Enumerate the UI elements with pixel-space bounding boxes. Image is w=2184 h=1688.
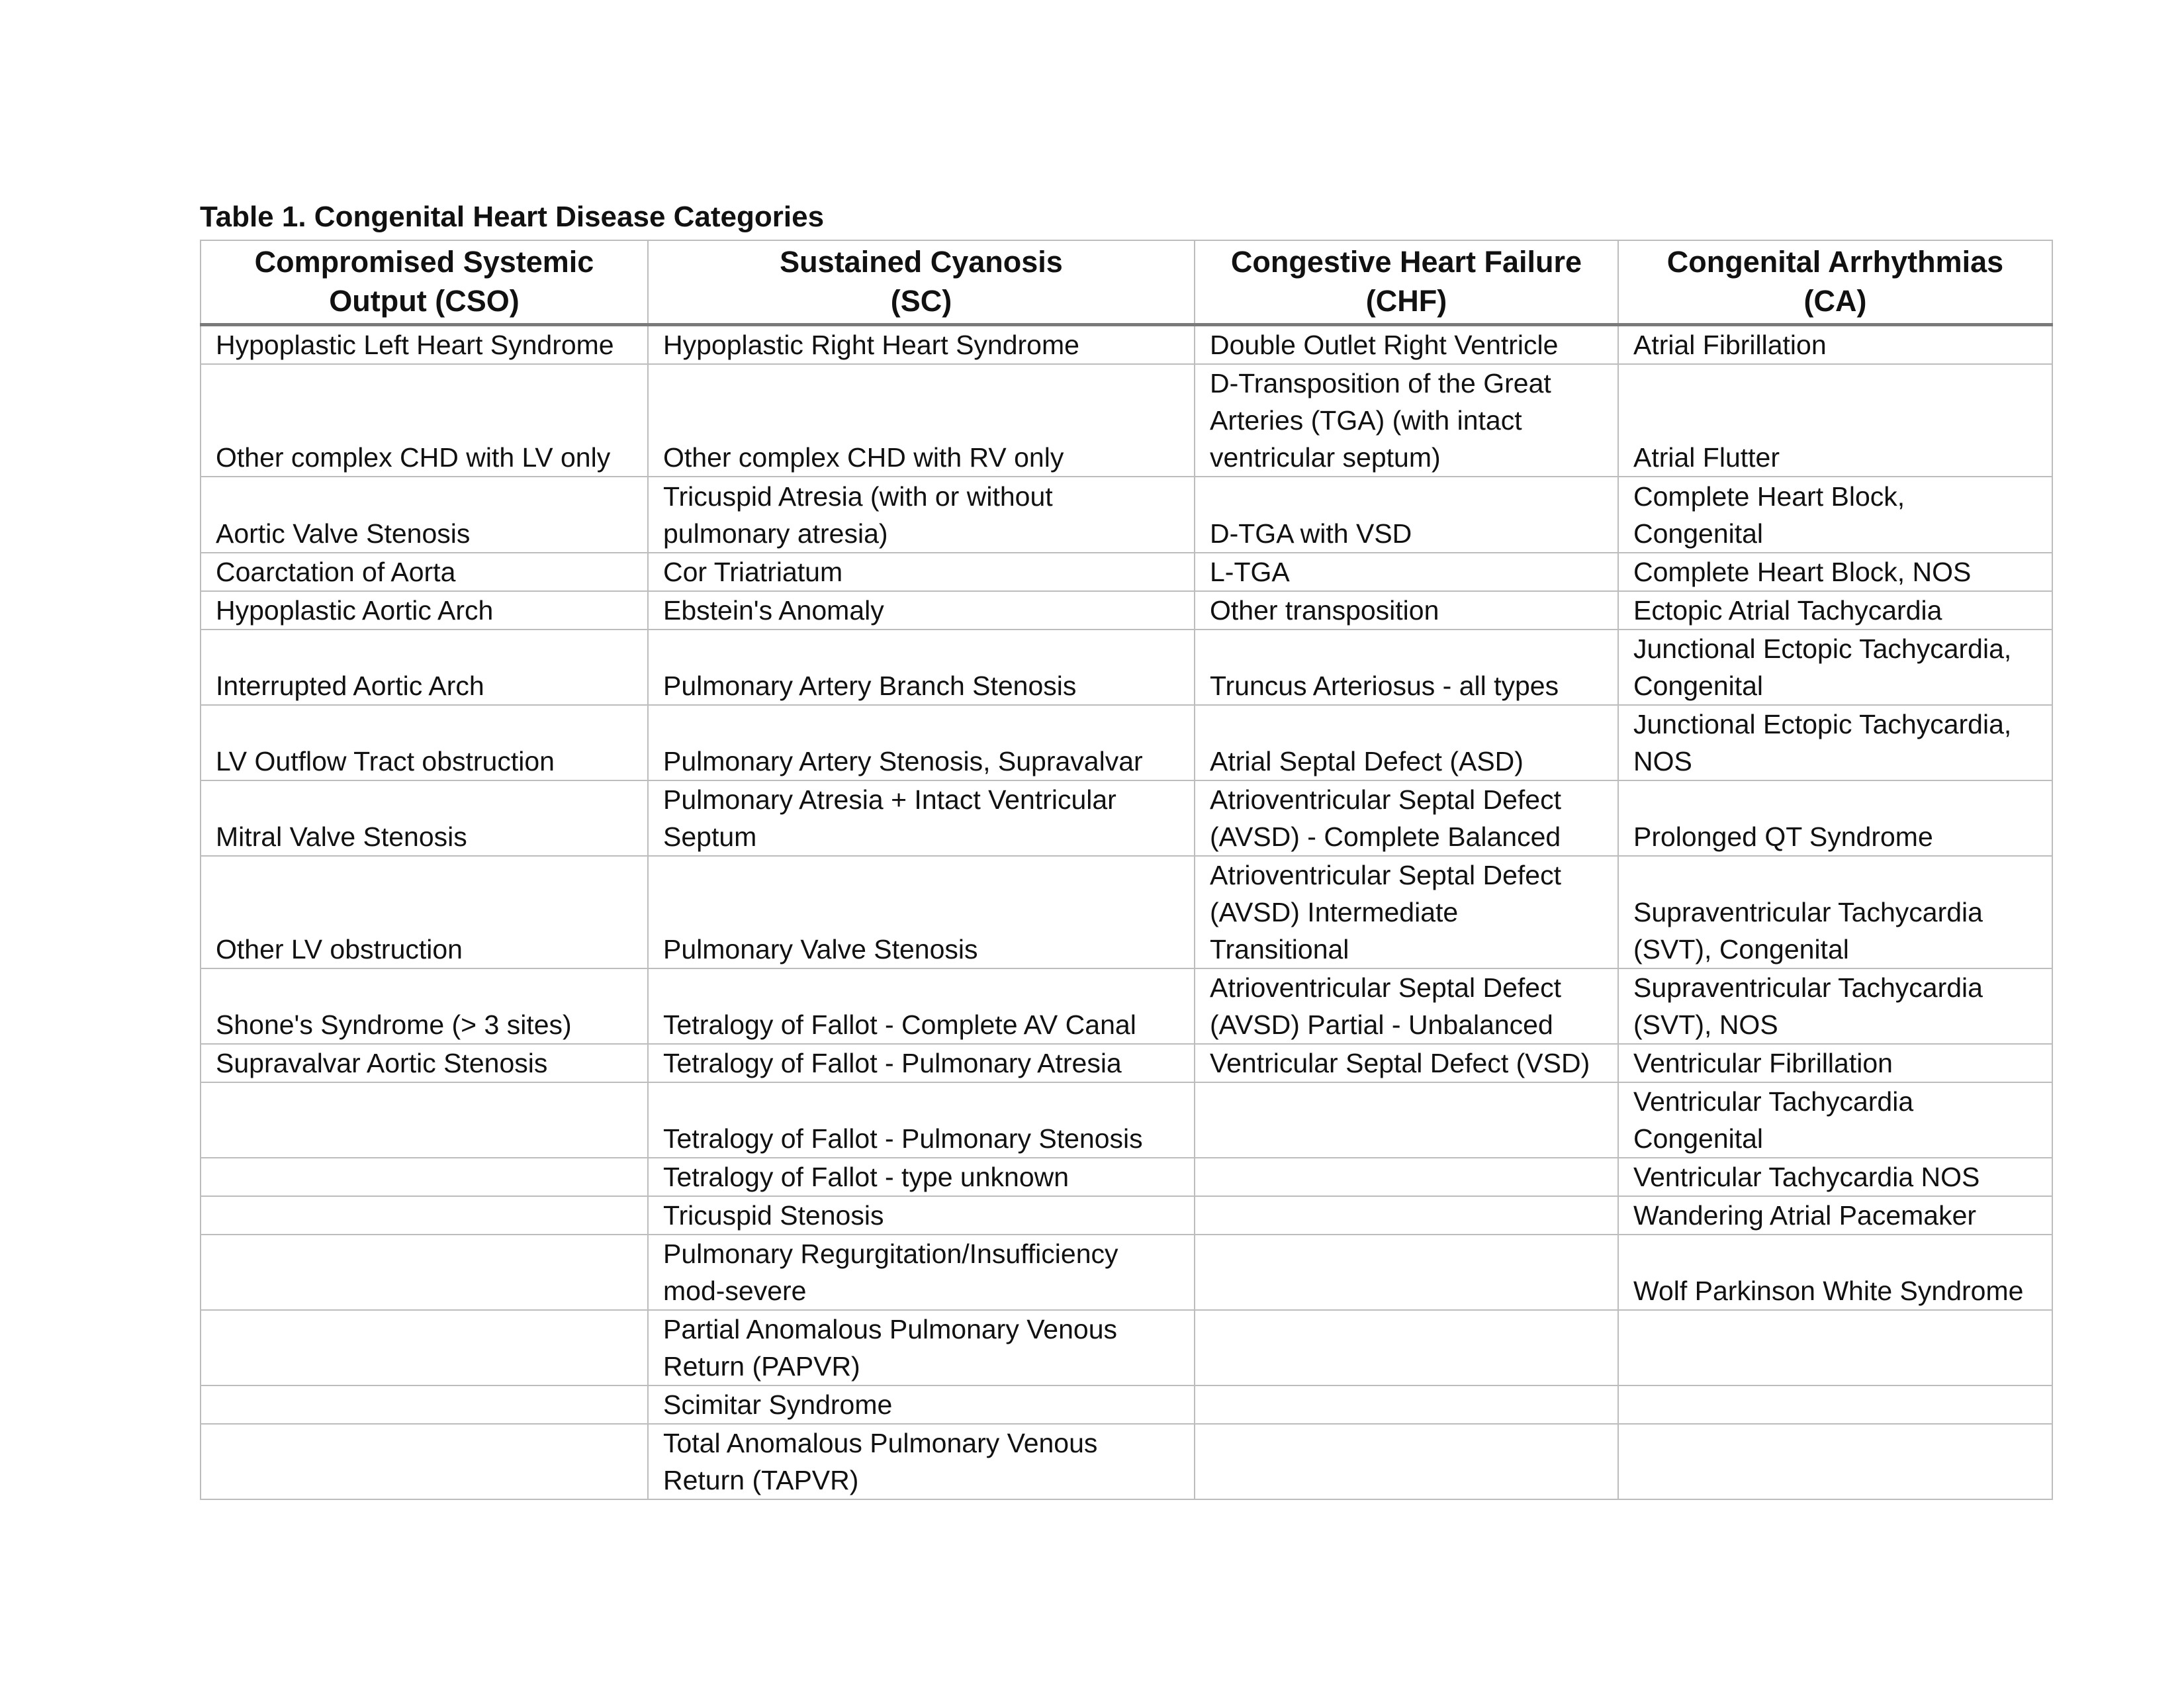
header-line: Compromised Systemic <box>254 245 594 279</box>
cell-text: mod-severe <box>663 1276 807 1306</box>
table-row <box>201 1235 2052 1310</box>
header-chf <box>1195 240 1618 325</box>
table-cell-ca <box>1618 1424 2052 1499</box>
table-row <box>201 1044 2052 1082</box>
table-row <box>201 1385 2052 1424</box>
table-caption: Table 1. Congenital Heart Disease Categories <box>200 201 825 233</box>
table-row <box>201 780 2052 856</box>
table-cell-ca <box>1618 325 2052 365</box>
cell-text: Scimitar Syndrome <box>663 1389 893 1420</box>
table-row <box>201 477 2052 553</box>
table-row <box>201 1310 2052 1385</box>
table-cell-ca <box>1618 780 2052 856</box>
table-row <box>201 1196 2052 1235</box>
table-cell-sc <box>648 1385 1195 1424</box>
cell-text: Other transposition <box>1210 595 1439 626</box>
cell-text: Congenital <box>1633 1123 1764 1154</box>
table-cell-cso <box>201 1424 648 1499</box>
table-cell-chf <box>1195 630 1618 705</box>
table-cell-cso <box>201 325 648 365</box>
table-cell-cso <box>201 553 648 591</box>
cell-text: Tetralogy of Fallot - Pulmonary Atresia <box>663 1048 1122 1078</box>
table-cell-ca <box>1618 591 2052 630</box>
table-row <box>201 591 2052 630</box>
table-cell-ca <box>1618 553 2052 591</box>
table-cell-ca <box>1618 705 2052 780</box>
cell-text: Tetralogy of Fallot - type unknown <box>663 1162 1069 1192</box>
table-cell-sc <box>648 705 1195 780</box>
table-cell-sc <box>648 856 1195 968</box>
cell-text: (AVSD) Intermediate <box>1210 897 1459 927</box>
table-cell-ca <box>1618 1385 2052 1424</box>
header-line: (SC) <box>890 284 952 318</box>
header-line: (CHF) <box>1365 284 1447 318</box>
table-cell-cso <box>201 477 648 553</box>
table-cell-chf <box>1195 1158 1618 1196</box>
cell-text: Return (TAPVR) <box>663 1465 859 1495</box>
table-cell-chf <box>1195 1082 1618 1158</box>
table-cell-sc <box>648 1196 1195 1235</box>
header-line: Congenital Arrhythmias <box>1666 245 2004 279</box>
cell-text: Wandering Atrial Pacemaker <box>1633 1200 1977 1231</box>
cell-text: (AVSD) - Complete Balanced <box>1210 821 1561 852</box>
table-cell-chf <box>1195 1196 1618 1235</box>
cell-text: Supraventricular Tachycardia <box>1633 897 1983 927</box>
header-line: Congestive Heart Failure <box>1230 245 1582 279</box>
table-cell-ca <box>1618 477 2052 553</box>
cell-text: Shone's Syndrome (> 3 sites) <box>216 1009 572 1040</box>
table-cell-sc <box>648 591 1195 630</box>
cell-text: Coarctation of Aorta <box>216 557 456 587</box>
cell-text: Ventricular Septal Defect (VSD) <box>1210 1048 1590 1078</box>
table-cell-sc <box>648 553 1195 591</box>
table-cell-chf <box>1195 364 1618 477</box>
cell-text: Prolonged QT Syndrome <box>1633 821 1933 852</box>
header-line: Sustained Cyanosis <box>780 245 1063 279</box>
table-cell-cso <box>201 1158 648 1196</box>
cell-text: pulmonary atresia) <box>663 518 888 549</box>
cell-text: Ventricular Tachycardia <box>1633 1086 1914 1117</box>
cell-text: ventricular septum) <box>1210 442 1441 473</box>
chd-categories-table <box>200 240 2053 1500</box>
cell-text: LV Outflow Tract obstruction <box>216 746 555 776</box>
cell-text: Ventricular Tachycardia NOS <box>1633 1162 1980 1192</box>
cell-text: Atrioventricular Septal Defect <box>1210 860 1561 890</box>
table-cell-ca <box>1618 1196 2052 1235</box>
table-cell-cso <box>201 364 648 477</box>
cell-text: Supravalvar Aortic Stenosis <box>216 1048 548 1078</box>
table-row <box>201 364 2052 477</box>
table-cell-sc <box>648 1235 1195 1310</box>
cell-text: Atrial Flutter <box>1633 442 1780 473</box>
table-cell-chf <box>1195 1310 1618 1385</box>
table-cell-chf <box>1195 1235 1618 1310</box>
table-row <box>201 968 2052 1044</box>
table-cell-sc <box>648 1310 1195 1385</box>
table-cell-chf <box>1195 477 1618 553</box>
cell-text: Congenital <box>1633 518 1764 549</box>
cell-text: Truncus Arteriosus - all types <box>1210 671 1559 701</box>
cell-text: Pulmonary Regurgitation/Insufficiency <box>663 1239 1118 1269</box>
cell-text: Arteries (TGA) (with intact <box>1210 405 1522 436</box>
table-row <box>201 553 2052 591</box>
table-cell-chf <box>1195 591 1618 630</box>
cell-text: Other LV obstruction <box>216 934 463 964</box>
cell-text: Tricuspid Atresia (with or without <box>663 481 1053 512</box>
cell-text: Mitral Valve Stenosis <box>216 821 467 852</box>
cell-text: Tricuspid Stenosis <box>663 1200 884 1231</box>
table-cell-chf <box>1195 780 1618 856</box>
table-cell-ca <box>1618 1158 2052 1196</box>
table-cell-cso <box>201 968 648 1044</box>
cell-text: Septum <box>663 821 757 852</box>
table-cell-sc <box>648 1044 1195 1082</box>
cell-text: Atrioventricular Septal Defect <box>1210 784 1561 815</box>
header-sc <box>648 240 1195 325</box>
cell-text: Atrial Septal Defect (ASD) <box>1210 746 1524 776</box>
cell-text: Complete Heart Block, <box>1633 481 1905 512</box>
cell-text: Junctional Ectopic Tachycardia, <box>1633 633 2012 664</box>
cell-text: L-TGA <box>1210 557 1290 587</box>
table-cell-ca <box>1618 968 2052 1044</box>
cell-text: Hypoplastic Right Heart Syndrome <box>663 330 1079 360</box>
cell-text: Junctional Ectopic Tachycardia, <box>1633 709 2012 739</box>
table-row <box>201 325 2052 365</box>
table-cell-cso <box>201 1385 648 1424</box>
table-cell-chf <box>1195 553 1618 591</box>
table-row <box>201 856 2052 968</box>
cell-text: (SVT), NOS <box>1633 1009 1778 1040</box>
table-cell-ca <box>1618 1235 2052 1310</box>
table-cell-cso <box>201 856 648 968</box>
cell-text: Tetralogy of Fallot - Complete AV Canal <box>663 1009 1136 1040</box>
cell-text: Double Outlet Right Ventricle <box>1210 330 1559 360</box>
cell-text: Atrial Fibrillation <box>1633 330 1827 360</box>
cell-text: (SVT), Congenital <box>1633 934 1849 964</box>
table-cell-cso <box>201 591 648 630</box>
cell-text: Interrupted Aortic Arch <box>216 671 484 701</box>
cell-text: Cor Triatriatum <box>663 557 843 587</box>
table-cell-cso <box>201 630 648 705</box>
cell-text: D-Transposition of the Great <box>1210 368 1551 399</box>
table-cell-chf <box>1195 1044 1618 1082</box>
table-cell-chf <box>1195 325 1618 365</box>
header-ca <box>1618 240 2052 325</box>
cell-text: Complete Heart Block, NOS <box>1633 557 1972 587</box>
cell-text: D-TGA with VSD <box>1210 518 1412 549</box>
table-cell-cso <box>201 705 648 780</box>
cell-text: Transitional <box>1210 934 1349 964</box>
cell-text: Other complex CHD with LV only <box>216 442 611 473</box>
table-cell-ca <box>1618 1082 2052 1158</box>
table-row <box>201 630 2052 705</box>
cell-text: Pulmonary Artery Stenosis, Supravalvar <box>663 746 1143 776</box>
table-cell-sc <box>648 630 1195 705</box>
cell-text: Tetralogy of Fallot - Pulmonary Stenosis <box>663 1123 1143 1154</box>
table-cell-ca <box>1618 1044 2052 1082</box>
table-cell-sc <box>648 968 1195 1044</box>
table-cell-chf <box>1195 1424 1618 1499</box>
cell-text: Ventricular Fibrillation <box>1633 1048 1893 1078</box>
cell-text: Ebstein's Anomaly <box>663 595 884 626</box>
table-cell-cso <box>201 1044 648 1082</box>
table-row <box>201 705 2052 780</box>
table-cell-chf <box>1195 705 1618 780</box>
cell-text: Congenital <box>1633 671 1764 701</box>
table-cell-chf <box>1195 1385 1618 1424</box>
cell-text: Total Anomalous Pulmonary Venous <box>663 1428 1098 1458</box>
table-cell-ca <box>1618 630 2052 705</box>
table-cell-ca <box>1618 364 2052 477</box>
cell-text: Wolf Parkinson White Syndrome <box>1633 1276 2024 1306</box>
cell-text: Partial Anomalous Pulmonary Venous <box>663 1314 1118 1344</box>
cell-text: Return (PAPVR) <box>663 1351 860 1382</box>
cell-text: Other complex CHD with RV only <box>663 442 1064 473</box>
cell-text: Atrioventricular Septal Defect <box>1210 972 1561 1003</box>
cell-text: Ectopic Atrial Tachycardia <box>1633 595 1942 626</box>
cell-text: Hypoplastic Aortic Arch <box>216 595 494 626</box>
table-cell-sc <box>648 1158 1195 1196</box>
table-cell-sc <box>648 364 1195 477</box>
table-body <box>201 325 2052 1500</box>
header-line: (CA) <box>1803 284 1867 318</box>
table-cell-cso <box>201 1235 648 1310</box>
table-cell-sc <box>648 1424 1195 1499</box>
table-cell-ca <box>1618 1310 2052 1385</box>
cell-text: Pulmonary Valve Stenosis <box>663 934 978 964</box>
cell-text: Hypoplastic Left Heart Syndrome <box>216 330 614 360</box>
header-cso <box>201 240 648 325</box>
table-cell-sc <box>648 780 1195 856</box>
table-cell-sc <box>648 1082 1195 1158</box>
table-row <box>201 1424 2052 1499</box>
cell-text: NOS <box>1633 746 1692 776</box>
cell-text: Pulmonary Artery Branch Stenosis <box>663 671 1077 701</box>
header-row <box>201 240 2052 325</box>
header-line: Output (CSO) <box>329 284 520 318</box>
table-cell-cso <box>201 1310 648 1385</box>
cell-text: Pulmonary Atresia + Intact Ventricular <box>663 784 1116 815</box>
table-cell-sc <box>648 477 1195 553</box>
cell-text: (AVSD) Partial - Unbalanced <box>1210 1009 1553 1040</box>
table-cell-cso <box>201 1196 648 1235</box>
table-cell-sc <box>648 325 1195 365</box>
table-cell-cso <box>201 780 648 856</box>
table-row <box>201 1158 2052 1196</box>
table-row <box>201 1082 2052 1158</box>
cell-text: Supraventricular Tachycardia <box>1633 972 1983 1003</box>
table-cell-chf <box>1195 856 1618 968</box>
table-cell-ca <box>1618 856 2052 968</box>
table-cell-chf <box>1195 968 1618 1044</box>
table-cell-cso <box>201 1082 648 1158</box>
cell-text: Aortic Valve Stenosis <box>216 518 471 549</box>
